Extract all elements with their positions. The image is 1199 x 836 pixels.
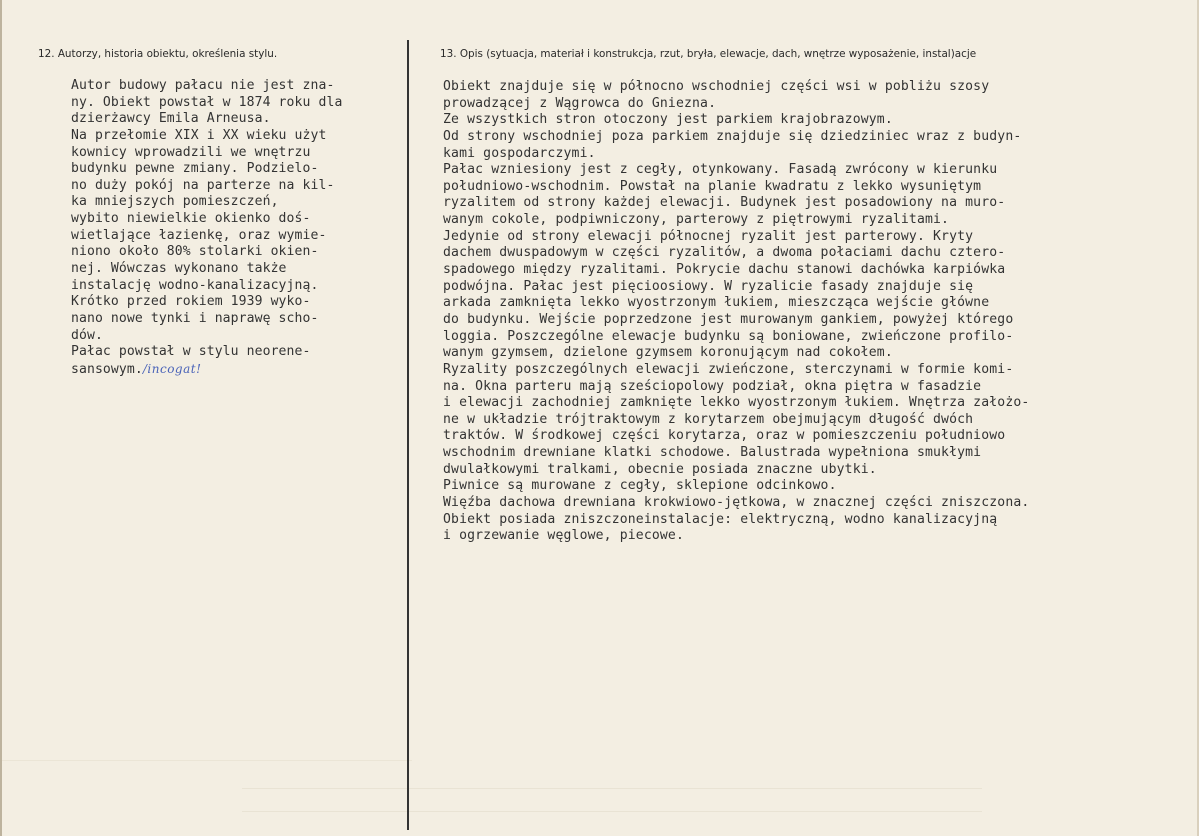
text-line: no duży pokój na parterze na kil- [71,177,335,193]
text-line: i ogrzewanie węglowe, piecowe. [443,528,684,544]
text-line: Obiekt posiada zniszczoneinstalacje: elektryczną, wodno kanalizacyjną [443,511,998,527]
text-line: loggia. Poszczególne elewacje budynku są boniowane, zwieńczone profilo- [443,328,1014,344]
text-line: i elewacji zachodniej zamknięte lekko wyostrzonym łukiem. Wnętrza założo- [443,395,1030,411]
text-line: wybito niewielkie okienko doś- [71,211,311,227]
text-line: arkada zamknięta lekko wyostrzonym łukiem, mieszcząca wejście główne [443,295,990,311]
text-line: podwójna. Pałac jest pięcioosiowy. W ryzalicie fasady znajduje się [443,278,974,294]
text-line: ryzalitem od strony każdej elewacji. Budynek jest posadowiony na muro- [443,195,1006,211]
text-line: wanym gzymsem, dzielone gzymsem koronującym nad cokołem. [443,345,893,361]
section-13-header: 13. Opis (sytuacja, materiał i konstrukcja, rzut, bryła, elewacje, dach, wnętrze wyposażenie, instal)acje [440,48,977,60]
history-text-column [71,78,342,378]
text-line: ny. Obiekt powstał w 1874 roku dla [71,94,343,110]
text-line: południowo-wschodnim. Powstał na planie kwadratu z lekko wysuniętym [443,178,982,194]
text-line: Piwnice są murowane z cegły, sklepione odcinkowo. [443,478,837,494]
text-line: nej. Wówczas wykonano także [71,261,287,277]
text-line: kownicy wprowadzili we wnętrzu [71,144,311,160]
text-line: wschodnim drewniane klatki schodowe. Balustrada wypełniona smukłymi [443,445,982,461]
text-line: spadowego między ryzalitami. Pokrycie dachu stanowi dachówka karpiówka [443,262,1006,278]
handwritten-annotation: /incogat! [142,361,202,376]
text-line: do budynku. Wejście poprzedzone jest murowanym gankiem, powyżej którego [443,311,1014,327]
text-line: kami gospodarczymi. [443,145,596,161]
description-text-column [443,79,1029,545]
text-line: Pałac wzniesiony jest z cegły, otynkowany. Fasadą zwrócony w kierunku [443,162,998,178]
column-divider [407,40,409,830]
text-line: Pałac powstał w stylu neorene- [71,344,311,360]
text-line: ne w układzie trójtraktowym z korytarzem obejmującym długość dwóch [443,411,974,427]
text-line: Obiekt znajduje się w północno wschodniej części wsi w pobliżu szosy [443,79,990,94]
text-line: Ryzality poszczególnych elewacji zwieńczone, sterczynami w formie komi- [443,361,1014,377]
bleed-through-alphabet-strip [242,788,982,812]
text-line: nano nowe tynki i naprawę scho- [71,310,319,326]
text-line: wanym cokole, podpiwniczony, parterowy z piętrowymi ryzalitami. [443,212,950,228]
text-line: na. Okna parteru mają sześciopolowy podział, okna piętra w fasadzie [443,378,982,394]
text-line: traktów. W środkowej części korytarza, oraz w pomieszczeniu południowo [443,428,1006,444]
text-line: prowadzącej z Wągrowca do Gniezna. [443,95,717,111]
text-line: niono około 80% stolarki okien- [71,244,319,260]
text-line: dachem dwuspadowym w części ryzalitów, a dwoma połaciami dachu cztero- [443,245,1006,261]
text-line: Od strony wschodniej poza parkiem znajduje się dziedziniec wraz z budyn- [443,128,1022,144]
text-line: instalację wodno-kanalizacyjną. [71,277,319,293]
text-line: dwulałkowymi tralkami, obecnie posiada znaczne ubytki. [443,461,877,477]
typed-text: sansowym. [71,361,143,377]
text-line: Autor budowy pałacu nie jest zna- [71,78,335,93]
text-line: dów. [71,327,103,343]
section-12-header: 12. Autorzy, historia obiektu, określenia stylu. [38,48,278,60]
text-line: Krótko przed rokiem 1939 wyko- [71,294,311,310]
text-line: Jedynie od strony elewacji północnej ryzalit jest parterowy. Kryty [443,228,974,244]
text-line [71,361,342,378]
text-line: ka mniejszych pomieszczeń, [71,194,279,210]
text-line: Ze wszystkich stron otoczony jest parkiem krajobrazowym. [443,112,893,128]
text-line: Na przełomie XIX i XX wieku użyt [71,127,327,143]
text-line: Więźba dachowa drewniana krokwiowo-jętkowa, w znacznej części zniszczona. [443,495,1030,511]
text-line: dzierżawcy Emila Arneusa. [71,111,271,127]
text-line: wietlające łazienkę, oraz wymie- [71,227,327,243]
text-line: budynku pewne zmiany. Podzielo- [71,161,319,177]
